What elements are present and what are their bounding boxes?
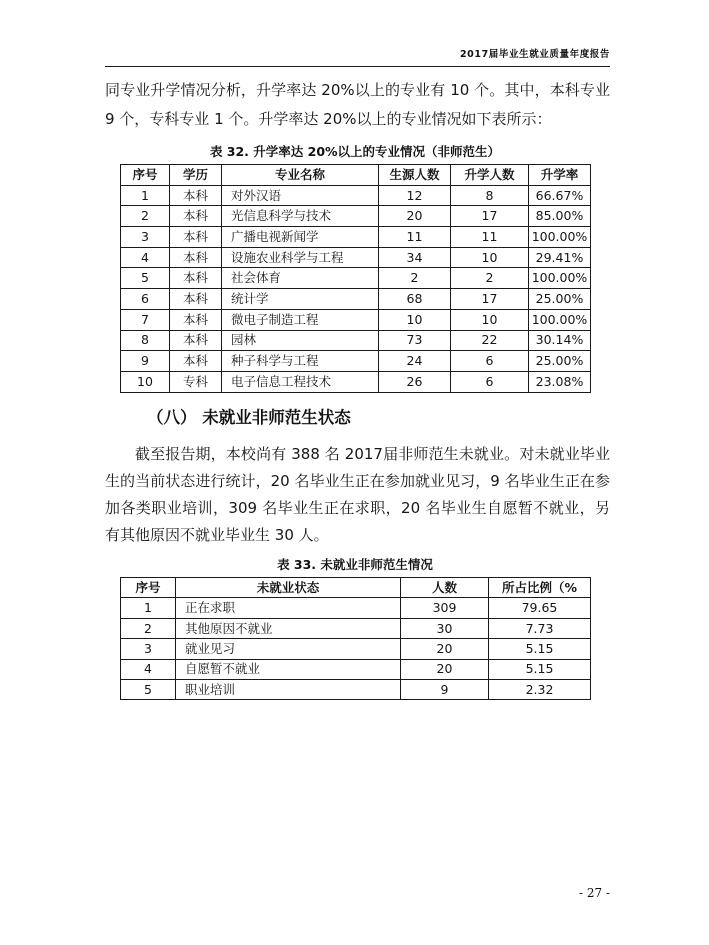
table-cell: 2 (379, 268, 451, 289)
table-cell: 34 (379, 247, 451, 268)
table-cell: 20 (379, 206, 451, 227)
table-cell: 8 (451, 185, 529, 206)
table-cell: 85.00% (529, 206, 591, 227)
table-cell: 10 (379, 309, 451, 330)
table-cell: 5 (121, 268, 170, 289)
table-cell: 68 (379, 289, 451, 310)
table-row (121, 330, 591, 351)
upgrade-rate-table (120, 164, 591, 393)
table-cell: 26 (379, 371, 451, 392)
table-cell: 17 (451, 289, 529, 310)
table-cell: 广播电视新闻学 (222, 227, 379, 248)
table-cell: 20 (401, 659, 489, 679)
table-row (121, 639, 591, 659)
table-row (121, 185, 591, 206)
table-cell: 9 (121, 351, 170, 372)
table-cell: 11 (451, 227, 529, 248)
table-cell: 种子科学与工程 (222, 351, 379, 372)
table-cell: 5 (121, 679, 176, 699)
table-cell: 光信息科学与技术 (222, 206, 379, 227)
table-cell: 79.65 (489, 598, 591, 618)
table-row (121, 309, 591, 330)
table-cell: 统计学 (222, 289, 379, 310)
table-cell: 9 (401, 679, 489, 699)
table-cell: 本科 (170, 185, 222, 206)
table-cell: 对外汉语 (222, 185, 379, 206)
table-cell: 23.08% (529, 371, 591, 392)
column-header: 升学率 (529, 165, 591, 186)
table-header-row (121, 578, 591, 598)
column-header: 专业名称 (222, 165, 379, 186)
table-cell: 66.67% (529, 185, 591, 206)
table-cell: 2.32 (489, 679, 591, 699)
table-cell: 30.14% (529, 330, 591, 351)
table-cell: 3 (121, 639, 176, 659)
table-cell: 1 (121, 598, 176, 618)
table-row (121, 289, 591, 310)
page-number: - 27 - (578, 886, 610, 900)
table-cell: 本科 (170, 289, 222, 310)
table-cell: 正在求职 (176, 598, 401, 618)
table-row (121, 247, 591, 268)
table-cell: 2 (121, 618, 176, 638)
table-cell: 309 (401, 598, 489, 618)
table-cell: 1 (121, 185, 170, 206)
table-cell: 专科 (170, 371, 222, 392)
table-cell: 10 (121, 371, 170, 392)
table-cell: 本科 (170, 247, 222, 268)
table-cell: 本科 (170, 268, 222, 289)
table-cell: 73 (379, 330, 451, 351)
column-header: 未就业状态 (176, 578, 401, 598)
table-cell: 11 (379, 227, 451, 248)
table-cell: 4 (121, 659, 176, 679)
column-header: 升学人数 (451, 165, 529, 186)
table-cell: 本科 (170, 206, 222, 227)
table-cell: 自愿暂不就业 (176, 659, 401, 679)
table-cell: 8 (121, 330, 170, 351)
table-row (121, 351, 591, 372)
table-cell: 职业培训 (176, 679, 401, 699)
table-cell: 3 (121, 227, 170, 248)
table-cell: 6 (121, 289, 170, 310)
table-cell: 社会体育 (222, 268, 379, 289)
section-paragraph: 截至报告期，本校尚有 388 名 2017届非师范生未就业。对未就业毕业生的当前状态进行统计，20 名毕业生正在参加就业见习，9 名毕业生正在参加各类职业培训，309 名毕业生正在求职，20 名毕业生自愿暂不就业，另有其他原因不就业毕业生 30 人。 (105, 445, 610, 544)
table-row (121, 268, 591, 289)
header-rule (105, 66, 610, 67)
unemployed-status-table (120, 577, 591, 700)
column-header: 人数 (401, 578, 489, 598)
table-row (121, 598, 591, 618)
column-header: 序号 (121, 578, 176, 598)
table-cell: 24 (379, 351, 451, 372)
column-header: 所占比例（% (489, 578, 591, 598)
table-cell: 本科 (170, 330, 222, 351)
table-cell: 6 (451, 351, 529, 372)
table-cell: 本科 (170, 309, 222, 330)
table-cell: 100.00% (529, 309, 591, 330)
table-cell: 100.00% (529, 227, 591, 248)
table-cell: 5.15 (489, 639, 591, 659)
table-row (121, 227, 591, 248)
table-cell: 微电子制造工程 (222, 309, 379, 330)
table-cell: 30 (401, 618, 489, 638)
intro-paragraph: 同专业升学情况分析，升学率达 20%以上的专业有 10 个。其中，本科专业 9 个，专科专业 1 个。升学率达 20%以上的专业情况如下表所示： (105, 81, 610, 128)
table-cell: 29.41% (529, 247, 591, 268)
table-cell: 5.15 (489, 659, 591, 679)
table-cell: 22 (451, 330, 529, 351)
table-row (121, 659, 591, 679)
table-cell: 2 (121, 206, 170, 227)
table-cell: 6 (451, 371, 529, 392)
section-heading: （八） 未就业非师范生状态 (147, 408, 351, 427)
table-cell: 7.73 (489, 618, 591, 638)
table32-caption: 表 32. 升学率达 20%以上的专业情况（非师范生） (209, 144, 501, 159)
column-header: 学历 (170, 165, 222, 186)
table-cell: 4 (121, 247, 170, 268)
table-cell: 设施农业科学与工程 (222, 247, 379, 268)
table-cell: 7 (121, 309, 170, 330)
table-cell: 园林 (222, 330, 379, 351)
table-cell: 电子信息工程技术 (222, 371, 379, 392)
table-cell: 就业见习 (176, 639, 401, 659)
table-cell: 其他原因不就业 (176, 618, 401, 638)
table-cell: 100.00% (529, 268, 591, 289)
column-header: 序号 (121, 165, 170, 186)
table-cell: 本科 (170, 227, 222, 248)
table-cell: 10 (451, 247, 529, 268)
table-cell: 25.00% (529, 351, 591, 372)
table-cell: 17 (451, 206, 529, 227)
table-row (121, 618, 591, 638)
column-header: 生源人数 (379, 165, 451, 186)
table-cell: 25.00% (529, 289, 591, 310)
table33-caption: 表 33. 未就业非师范生情况 (277, 557, 433, 572)
table-header-row (121, 165, 591, 186)
table-row (121, 679, 591, 699)
table-cell: 10 (451, 309, 529, 330)
table-cell: 2 (451, 268, 529, 289)
table-cell: 12 (379, 185, 451, 206)
table-cell: 20 (401, 639, 489, 659)
table-row (121, 206, 591, 227)
table-row (121, 371, 591, 392)
page-header-title: 2017届毕业生就业质量年度报告 (459, 49, 610, 60)
table-cell: 本科 (170, 351, 222, 372)
